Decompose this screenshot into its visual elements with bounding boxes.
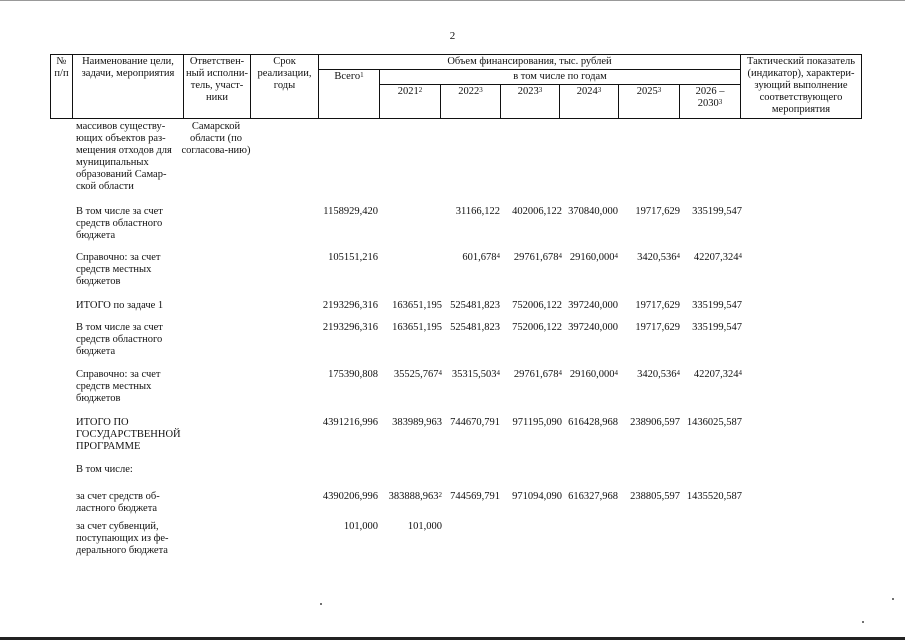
cell-value: 2193296,316 xyxy=(322,322,378,333)
header-indicator: Тактический показатель (индикатор), характери-зующий выполнение соответствующего мероприятия xyxy=(741,55,862,119)
cell-value: 1435520,587 xyxy=(686,491,742,502)
header-funding: Объем финансирования, тыс. рублей xyxy=(319,55,741,70)
cell-value: 42207,324 xyxy=(693,252,739,263)
cell-y2025 xyxy=(630,491,680,503)
cell-y2022 xyxy=(452,369,500,381)
cell-value: 744569,791 xyxy=(450,491,500,502)
cell-total xyxy=(323,322,378,334)
cell-y2022 xyxy=(450,417,500,429)
cell-total xyxy=(344,521,378,533)
cell-y2023 xyxy=(514,252,562,264)
cell-y2023 xyxy=(512,206,562,218)
row-label: Справочно: за счет средств местных бюджетов xyxy=(76,252,161,287)
cell-value: 35315,503 xyxy=(451,369,497,380)
cell-y2025 xyxy=(635,206,680,218)
row-label: В том числе: xyxy=(76,464,133,475)
cell-y2023 xyxy=(512,491,562,503)
cell-y2026 xyxy=(694,252,742,264)
cell-total xyxy=(323,491,378,503)
cell-y2023 xyxy=(514,369,562,381)
continuation-responsible: Самарской области (по согласова-нию) xyxy=(181,121,251,156)
cell-y2021 xyxy=(392,300,442,312)
cell-value: 4390206,996 xyxy=(322,491,378,502)
cell-footnote: 4 xyxy=(438,369,442,377)
row-label: ИТОГО ПО ГОСУДАРСТВЕННОЙ ПРОГРАММЕ xyxy=(76,417,181,452)
cell-y2024 xyxy=(568,300,618,312)
cell-y2022 xyxy=(462,252,500,264)
row-label: за счет средств об-ластного бюджета xyxy=(76,491,160,514)
cell-y2024 xyxy=(568,322,618,334)
cell-footnote: 4 xyxy=(738,369,742,377)
cell-value: 31166,122 xyxy=(455,206,500,217)
row-label: за счет субвенций, поступающих из фе-дерального бюджета xyxy=(76,521,169,556)
cell-y2023 xyxy=(513,417,563,429)
header-year-2024: 2024$^3$ xyxy=(560,85,619,119)
cell-value: 19717,629 xyxy=(635,206,680,217)
header-responsible: Ответствен-ный исполни-тель, участ-ники xyxy=(184,55,251,119)
cell-y2024 xyxy=(570,369,618,381)
row-label: ИТОГО по задаче 1 xyxy=(76,300,164,311)
header-year-2022: 2022$^3$ xyxy=(441,85,501,119)
cell-total xyxy=(323,300,378,312)
row-label: В том числе за счет средств областного бюджета xyxy=(76,322,163,357)
cell-y2026 xyxy=(687,417,742,429)
cell-value: 101,000 xyxy=(343,521,378,532)
cell-y2025 xyxy=(630,417,680,429)
cell-y2021 xyxy=(389,491,442,503)
cell-y2025 xyxy=(635,300,680,312)
scan-speck xyxy=(892,598,894,600)
cell-value: 105151,216 xyxy=(328,252,378,263)
cell-y2025 xyxy=(637,369,680,381)
cell-footnote: 4 xyxy=(496,252,500,260)
cell-y2026 xyxy=(692,322,742,334)
header-year-2021: 2021$^2$ xyxy=(380,85,441,119)
cell-y2026 xyxy=(694,369,742,381)
cell-value: 383888,963 xyxy=(388,491,439,502)
cell-y2021 xyxy=(392,322,442,334)
cell-y2024 xyxy=(568,206,618,218)
cell-value: 616428,968 xyxy=(568,417,618,428)
cell-value: 525481,823 xyxy=(450,300,500,311)
cell-y2024 xyxy=(568,417,618,429)
cell-total xyxy=(328,369,378,381)
cell-value: 3420,536 xyxy=(637,252,677,263)
cell-y2022 xyxy=(450,300,500,312)
cell-value: 163651,195 xyxy=(392,300,442,311)
cell-footnote: 4 xyxy=(558,369,562,377)
cell-value: 971094,090 xyxy=(512,491,562,502)
scan-top-edge xyxy=(0,0,905,1)
cell-value: 525481,823 xyxy=(450,322,500,333)
cell-total xyxy=(323,206,378,218)
cell-y2024 xyxy=(568,491,618,503)
cell-value: 29761,678 xyxy=(513,252,559,263)
cell-value: 402006,122 xyxy=(512,206,562,217)
cell-y2025 xyxy=(637,252,680,264)
cell-value: 383989,963 xyxy=(392,417,442,428)
cell-value: 971195,090 xyxy=(512,417,562,428)
cell-value: 616327,968 xyxy=(568,491,618,502)
header-year-2025: 2025$^3$ xyxy=(619,85,680,119)
cell-y2021 xyxy=(392,417,442,429)
cell-y2021 xyxy=(408,521,442,533)
cell-value: 335199,547 xyxy=(692,206,742,217)
cell-value: 29160,000 xyxy=(569,252,615,263)
cell-total xyxy=(323,417,378,429)
cell-value: 752006,122 xyxy=(512,322,562,333)
header-by-years: в том числе по годам xyxy=(380,70,741,85)
cell-footnote: 2 xyxy=(438,491,442,499)
cell-value: 238906,597 xyxy=(630,417,680,428)
header-total: Всего$^1$ xyxy=(319,70,380,119)
table-header xyxy=(50,54,862,119)
cell-value: 101,000 xyxy=(407,521,442,532)
cell-footnote: 4 xyxy=(676,252,680,260)
cell-y2026 xyxy=(692,300,742,312)
cell-y2021 xyxy=(394,369,442,381)
cell-y2023 xyxy=(512,300,562,312)
cell-value: 397240,000 xyxy=(568,300,618,311)
page-number: 2 xyxy=(449,30,456,42)
cell-value: 1158929,420 xyxy=(323,206,378,217)
cell-value: 752006,122 xyxy=(512,300,562,311)
cell-y2022 xyxy=(450,322,500,334)
continuation-name: массивов существу-ющих объектов раз-мещения отходов для муниципальных образований Самар-ской области xyxy=(76,121,172,192)
cell-value: 163651,195 xyxy=(392,322,442,333)
row-label: Справочно: за счет средств местных бюджетов xyxy=(76,369,161,404)
cell-value: 238805,597 xyxy=(630,491,680,502)
cell-footnote: 4 xyxy=(614,369,618,377)
cell-footnote: 4 xyxy=(738,252,742,260)
cell-y2023 xyxy=(512,322,562,334)
row-label: В том числе за счет средств областного бюджета xyxy=(76,206,163,241)
cell-value: 744670,791 xyxy=(450,417,500,428)
cell-value: 4391216,996 xyxy=(322,417,378,428)
cell-y2024 xyxy=(570,252,618,264)
scan-speck xyxy=(320,603,322,605)
cell-footnote: 4 xyxy=(676,369,680,377)
cell-value: 335199,547 xyxy=(692,322,742,333)
cell-value: 397240,000 xyxy=(568,322,618,333)
cell-value: 601,678 xyxy=(462,252,497,263)
cell-total xyxy=(328,252,378,264)
header-name: Наименование цели, задачи, мероприятия xyxy=(73,55,184,119)
cell-value: 35525,767 xyxy=(393,369,439,380)
cell-y2022 xyxy=(456,206,500,218)
cell-y2022 xyxy=(450,491,500,503)
cell-y2025 xyxy=(635,322,680,334)
cell-value: 29160,000 xyxy=(569,369,615,380)
cell-value: 19717,629 xyxy=(635,322,680,333)
cell-y2026 xyxy=(692,206,742,218)
cell-value: 2193296,316 xyxy=(322,300,378,311)
header-year-2026-2030: 2026 – 2030$^3$ xyxy=(680,85,741,119)
cell-value: 19717,629 xyxy=(635,300,680,311)
cell-footnote: 4 xyxy=(558,252,562,260)
cell-value: 175390,808 xyxy=(328,369,378,380)
cell-value: 335199,547 xyxy=(692,300,742,311)
cell-y2026 xyxy=(687,491,742,503)
cell-value: 3420,536 xyxy=(637,369,677,380)
cell-value: 42207,324 xyxy=(693,369,739,380)
cell-footnote: 4 xyxy=(614,252,618,260)
header-num: № п/п xyxy=(51,55,73,119)
cell-value: 1436025,587 xyxy=(686,417,742,428)
scan-speck xyxy=(862,621,864,623)
cell-footnote: 4 xyxy=(496,369,500,377)
header-year-2023: 2023$^3$ xyxy=(501,85,560,119)
cell-value: 29761,678 xyxy=(513,369,559,380)
header-term: Срок реализации, годы xyxy=(251,55,319,119)
cell-value: 370840,000 xyxy=(568,206,618,217)
